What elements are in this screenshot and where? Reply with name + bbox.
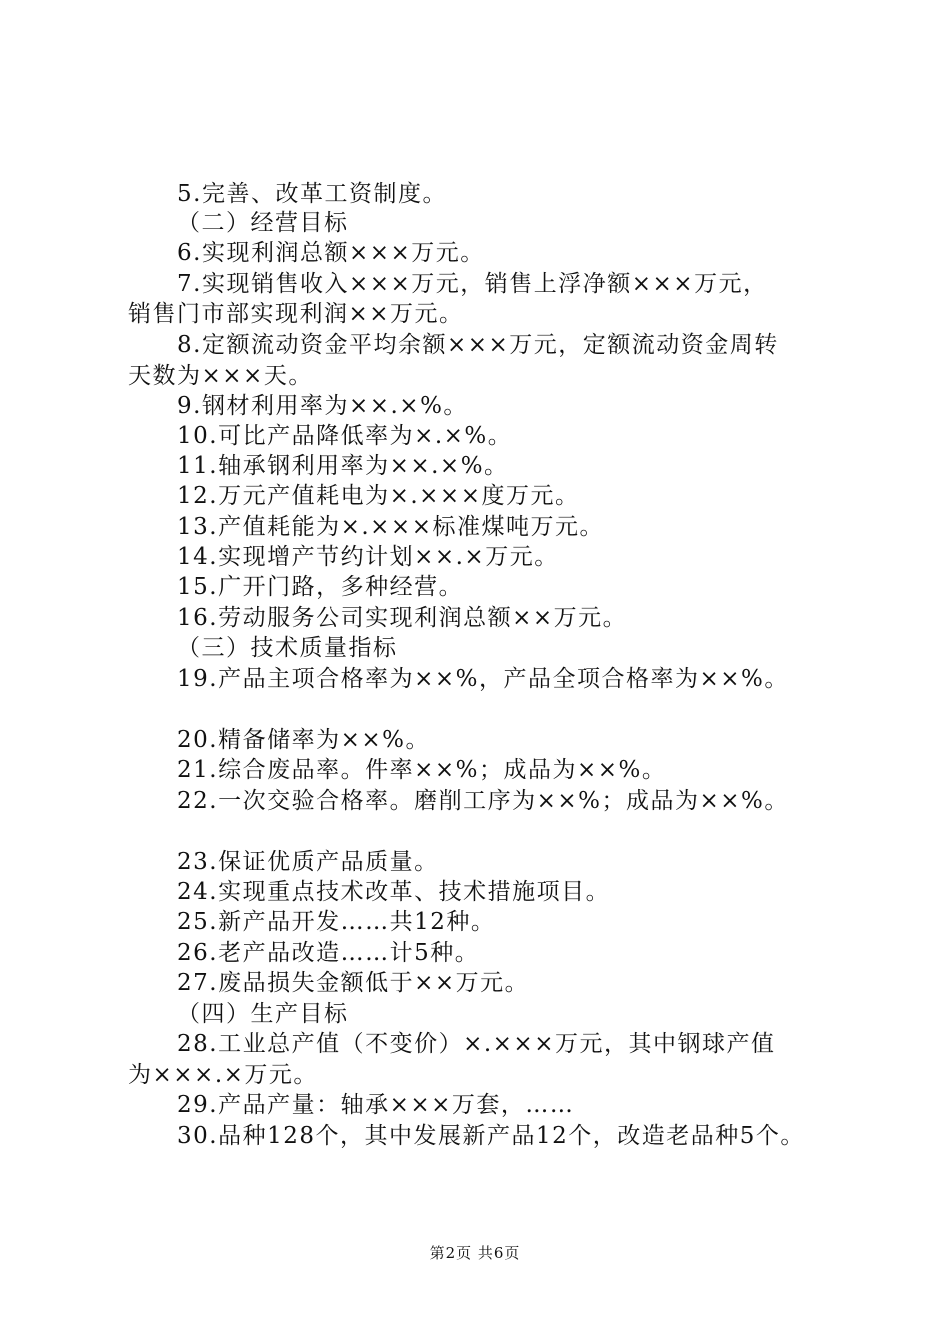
item-24: 24.实现重点技术改革、技术措施项目。 <box>177 879 611 905</box>
item-25: 25.新产品开发……共12种。 <box>177 909 496 935</box>
item-9: 9.钢材利用率为××.×%。 <box>177 393 468 419</box>
item-5: 5.完善、改革工资制度。 <box>177 181 447 207</box>
item-6: 6.实现利润总额×××万元。 <box>177 240 485 266</box>
item-15: 15.广开门路，多种经营。 <box>177 574 464 600</box>
section-2-heading: （二）经营目标 <box>177 210 349 236</box>
item-30: 30.品种128个，其中发展新产品12个，改造老品种5个。 <box>177 1123 805 1149</box>
item-23: 23.保证优质产品质量。 <box>177 849 439 875</box>
item-16: 16.劳动服务公司实现利润总额××万元。 <box>177 605 628 631</box>
item-14: 14.实现增产节约计划××.×万元。 <box>177 544 559 570</box>
item-27: 27.废品损失金额低于××万元。 <box>177 970 530 996</box>
item-10: 10.可比产品降低率为×.×%。 <box>177 423 513 449</box>
section-3-heading: （三）技术质量指标 <box>177 635 398 661</box>
item-11: 11.轴承钢利用率为××.×%。 <box>177 453 509 479</box>
page-footer: 第2页 共6页 <box>429 1244 521 1262</box>
item-20: 20.精备储率为××%。 <box>177 727 430 753</box>
item-28-line-2: 为×××.×万元。 <box>128 1062 318 1088</box>
item-26: 26.老产品改造……计5种。 <box>177 940 480 966</box>
item-7-line-1: 7.实现销售收入×××万元，销售上浮净额×××万元， <box>177 271 768 297</box>
item-22: 22.一次交验合格率。磨削工序为××%；成品为××%。 <box>177 788 789 814</box>
item-29: 29.产品产量：轴承×××万套，…… <box>177 1092 575 1118</box>
item-19: 19.产品主项合格率为××%，产品全项合格率为××%。 <box>177 666 789 692</box>
item-21: 21.综合废品率。件率××%；成品为××%。 <box>177 757 667 783</box>
item-8-line-2: 天数为×××天。 <box>128 363 313 389</box>
item-13: 13.产值耗能为×.×××标准煤吨万元。 <box>177 514 604 540</box>
item-28-line-1: 28.工业总产值（不变价）×.×××万元，其中钢球产值 <box>177 1031 776 1057</box>
item-7-line-2: 销售门市部实现利润××万元。 <box>128 301 464 327</box>
item-12: 12.万元产值耗电为×.×××度万元。 <box>177 483 580 509</box>
item-8-line-1: 8.定额流动资金平均余额×××万元，定额流动资金周转 <box>177 332 779 358</box>
section-4-heading: （四）生产目标 <box>177 1001 349 1027</box>
